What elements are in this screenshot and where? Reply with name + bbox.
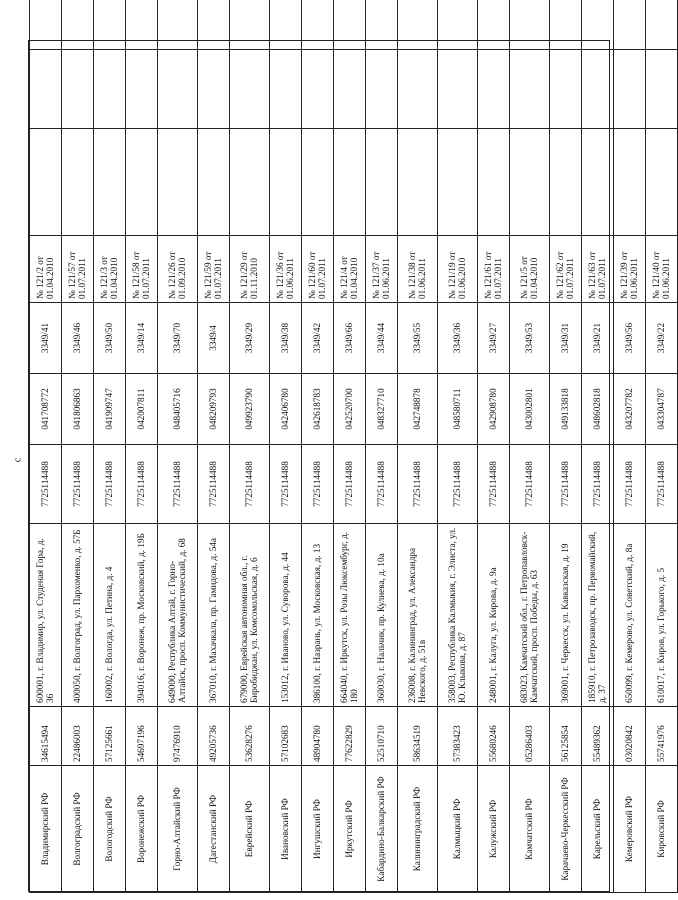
address-cell: 386100, г. Назрань, ул. Московская, д. 13 bbox=[302, 524, 334, 707]
inn-cell: 7725114488 bbox=[230, 445, 270, 524]
order-cell: № 121/58 от 01.07.2011 bbox=[126, 236, 158, 303]
table-row bbox=[126, 0, 158, 893]
empty-cell bbox=[30, 50, 62, 129]
code-cell: 3349/31 bbox=[550, 303, 582, 374]
code-cell: 3349/21 bbox=[582, 303, 614, 374]
ogrn-cell: 042618783 bbox=[302, 374, 334, 445]
okpo-cell: 48904780 bbox=[302, 707, 334, 766]
empty-cell bbox=[334, 129, 366, 236]
ogrn-cell: 042520700 bbox=[334, 374, 366, 445]
empty-cell bbox=[510, 129, 550, 236]
ogrn-cell: 048405716 bbox=[158, 374, 198, 445]
inn-cell: 7725114488 bbox=[302, 445, 334, 524]
order-cell: № 121/40 от 01.06.2011 bbox=[646, 236, 678, 303]
empty-cell bbox=[62, 50, 94, 129]
empty-cell bbox=[478, 50, 510, 129]
region-cell: Ингушский РФ bbox=[302, 766, 334, 893]
table-row bbox=[30, 0, 62, 893]
ogrn-cell: 043002801 bbox=[510, 374, 550, 445]
region-cell: Горно-Алтайский РФ bbox=[158, 766, 198, 893]
code-cell: 3349/27 bbox=[478, 303, 510, 374]
address-cell: 610017, г. Киров, ул. Горького, д. 5 bbox=[646, 524, 678, 707]
empty-cell bbox=[614, 50, 646, 129]
code-cell: 3349/56 bbox=[614, 303, 646, 374]
okpo-cell: 58634519 bbox=[398, 707, 438, 766]
ogrn-cell: 043207782 bbox=[614, 374, 646, 445]
address-cell: 400050, г. Волгоград, ул. Пархоменко, д. 57Б bbox=[62, 524, 94, 707]
table-row bbox=[62, 0, 94, 893]
empty-cell bbox=[438, 50, 478, 129]
inn-cell: 7725114488 bbox=[270, 445, 302, 524]
empty-cell bbox=[398, 129, 438, 236]
inn-cell: 7725114488 bbox=[550, 445, 582, 524]
code-cell: 3349/36 bbox=[438, 303, 478, 374]
rotated-table-container bbox=[29, 41, 671, 893]
inn-cell: 7725114488 bbox=[94, 445, 126, 524]
empty-cell bbox=[366, 129, 398, 236]
code-cell: 3349/53 bbox=[510, 303, 550, 374]
page-number: c bbox=[12, 457, 24, 463]
table-row bbox=[94, 0, 126, 893]
empty-cell bbox=[126, 50, 158, 129]
order-cell: № 121/29 от 01.11.2010 bbox=[230, 236, 270, 303]
order-cell: № 121/38 от 01.06.2011 bbox=[398, 236, 438, 303]
inn-cell: 7725114488 bbox=[510, 445, 550, 524]
ogrn-cell: 041708772 bbox=[30, 374, 62, 445]
okpo-cell: 55741976 bbox=[646, 707, 678, 766]
table-row bbox=[550, 0, 582, 893]
empty-cell bbox=[302, 0, 334, 50]
table-row bbox=[646, 0, 678, 893]
empty-cell bbox=[582, 0, 614, 50]
order-cell: № 121/5 от 01.04.2010 bbox=[510, 236, 550, 303]
order-cell: № 121/2 от 01.04.2010 bbox=[30, 236, 62, 303]
empty-cell bbox=[94, 129, 126, 236]
empty-cell bbox=[30, 0, 62, 50]
okpo-cell: 56125854 bbox=[550, 707, 582, 766]
order-cell: № 121/60 от 01.07.2011 bbox=[302, 236, 334, 303]
empty-cell bbox=[510, 0, 550, 50]
order-cell: № 121/59 от 01.07.2011 bbox=[198, 236, 230, 303]
registry-body bbox=[30, 0, 678, 893]
empty-cell bbox=[158, 129, 198, 236]
table-row bbox=[158, 0, 198, 893]
empty-cell bbox=[126, 0, 158, 50]
order-cell: № 121/3 от 01.04.2010 bbox=[94, 236, 126, 303]
address-cell: 236008, г. Калининград, ул. Александра Невского, д. 51в bbox=[398, 524, 438, 707]
address-cell: 683023, Камчатский обл., г. Петропавловск-Камчатский, просп. Победы, д. 63 bbox=[510, 524, 550, 707]
region-cell: Кировский РФ bbox=[646, 766, 678, 893]
empty-cell bbox=[366, 50, 398, 129]
empty-cell bbox=[62, 129, 94, 236]
region-cell: Волгоградский РФ bbox=[62, 766, 94, 893]
okpo-cell: 22486003 bbox=[62, 707, 94, 766]
code-cell: 3349/41 bbox=[30, 303, 62, 374]
okpo-cell: 55680246 bbox=[478, 707, 510, 766]
empty-cell bbox=[198, 50, 230, 129]
okpo-cell: 49205736 bbox=[198, 707, 230, 766]
region-cell: Карачаево-Черкесский РФ bbox=[550, 766, 582, 893]
branch-registry-table bbox=[29, 0, 678, 893]
empty-cell bbox=[30, 129, 62, 236]
code-cell: 3349/14 bbox=[126, 303, 158, 374]
empty-cell bbox=[646, 50, 678, 129]
address-cell: 679000, Еврейская автономная обл., г. Биробиджан, ул. Комсомольская, д. 6 bbox=[230, 524, 270, 707]
ogrn-cell: 042908780 bbox=[478, 374, 510, 445]
code-cell: 3349/44 bbox=[366, 303, 398, 374]
okpo-cell: 54697196 bbox=[126, 707, 158, 766]
ogrn-cell: 041909747 bbox=[94, 374, 126, 445]
region-cell: Карельский РФ bbox=[582, 766, 614, 893]
empty-cell bbox=[582, 50, 614, 129]
region-cell: Кабардино-Балкарский РФ bbox=[366, 766, 398, 893]
okpo-cell: 57383423 bbox=[438, 707, 478, 766]
empty-cell bbox=[550, 50, 582, 129]
region-cell: Еврейский РФ bbox=[230, 766, 270, 893]
code-cell: 3349/70 bbox=[158, 303, 198, 374]
ogrn-cell: 049133818 bbox=[550, 374, 582, 445]
okpo-cell: 55489362 bbox=[582, 707, 614, 766]
table-row bbox=[398, 0, 438, 893]
empty-cell bbox=[438, 129, 478, 236]
code-cell: 3349/46 bbox=[62, 303, 94, 374]
ogrn-cell: 043304787 bbox=[646, 374, 678, 445]
empty-cell bbox=[438, 0, 478, 50]
okpo-cell: 57102683 bbox=[270, 707, 302, 766]
okpo-cell: 52510710 bbox=[366, 707, 398, 766]
order-cell: № 121/62 от 01.07.2011 bbox=[550, 236, 582, 303]
inn-cell: 7725114488 bbox=[198, 445, 230, 524]
inn-cell: 7725114488 bbox=[158, 445, 198, 524]
ogrn-cell: 042406780 bbox=[270, 374, 302, 445]
address-cell: 185910, г. Петрозаводск, пр. Первомайский, д. 37 bbox=[582, 524, 614, 707]
empty-cell bbox=[478, 0, 510, 50]
empty-cell bbox=[198, 0, 230, 50]
empty-cell bbox=[550, 0, 582, 50]
address-cell: 153012, г. Иваново, ул. Суворова, д. 44 bbox=[270, 524, 302, 707]
empty-cell bbox=[550, 129, 582, 236]
table-row bbox=[302, 0, 334, 893]
address-cell: 394016, г. Воронеж, пр. Московский, д. 19Б bbox=[126, 524, 158, 707]
order-cell: № 121/4 от 01.04.2010 bbox=[334, 236, 366, 303]
empty-cell bbox=[614, 129, 646, 236]
ogrn-cell: 042748878 bbox=[398, 374, 438, 445]
empty-cell bbox=[230, 129, 270, 236]
code-cell: 3349/50 bbox=[94, 303, 126, 374]
empty-cell bbox=[614, 0, 646, 50]
empty-cell bbox=[302, 129, 334, 236]
empty-cell bbox=[334, 0, 366, 50]
inn-cell: 7725114488 bbox=[438, 445, 478, 524]
okpo-cell: 77622829 bbox=[334, 707, 366, 766]
ogrn-cell: 041806863 bbox=[62, 374, 94, 445]
empty-cell bbox=[230, 50, 270, 129]
empty-cell bbox=[478, 129, 510, 236]
address-cell: 358003, Республика Калмыкия, г. Элиста, ул. Ю. Клыкова, д. 87 bbox=[438, 524, 478, 707]
empty-cell bbox=[510, 50, 550, 129]
table-row bbox=[366, 0, 398, 893]
inn-cell: 7725114488 bbox=[646, 445, 678, 524]
address-cell: 649000, Республика Алтай, г. Горно-Алтайск, просп. Коммунистический, д. 68 bbox=[158, 524, 198, 707]
empty-cell bbox=[270, 129, 302, 236]
inn-cell: 7725114488 bbox=[62, 445, 94, 524]
code-cell: 3349/42 bbox=[302, 303, 334, 374]
code-cell: 3349/22 bbox=[646, 303, 678, 374]
region-cell: Калужский РФ bbox=[478, 766, 510, 893]
inn-cell: 7725114488 bbox=[582, 445, 614, 524]
empty-cell bbox=[62, 0, 94, 50]
address-cell: 367010, г. Махачкала, пр. Гамидова, д. 54а bbox=[198, 524, 230, 707]
table-row bbox=[334, 0, 366, 893]
empty-cell bbox=[270, 0, 302, 50]
table-row bbox=[438, 0, 478, 893]
empty-cell bbox=[158, 50, 198, 129]
inn-cell: 7725114488 bbox=[366, 445, 398, 524]
code-cell: 3349/55 bbox=[398, 303, 438, 374]
inn-cell: 7725114488 bbox=[614, 445, 646, 524]
order-cell: № 121/61 от 01.07.2011 bbox=[478, 236, 510, 303]
empty-cell bbox=[646, 0, 678, 50]
okpo-cell: 05286403 bbox=[510, 707, 550, 766]
empty-cell bbox=[398, 50, 438, 129]
code-cell: 3349/4 bbox=[198, 303, 230, 374]
empty-cell bbox=[126, 129, 158, 236]
order-cell: № 121/63 от 01.07.2011 bbox=[582, 236, 614, 303]
table-row bbox=[510, 0, 550, 893]
address-cell: 369001, г. Черкесск, ул. Кавказская, д. 19 bbox=[550, 524, 582, 707]
rotated-table-frame bbox=[28, 40, 671, 892]
okpo-cell: 03020842 bbox=[614, 707, 646, 766]
ogrn-cell: 048327710 bbox=[366, 374, 398, 445]
ogrn-cell: 048602818 bbox=[582, 374, 614, 445]
address-cell: 600001, г. Владимир, ул. Студеная Гора, д. 36 bbox=[30, 524, 62, 707]
region-cell: Вологодский РФ bbox=[94, 766, 126, 893]
empty-cell bbox=[230, 0, 270, 50]
empty-cell bbox=[334, 50, 366, 129]
order-cell: № 121/19 от 01.06.2010 bbox=[438, 236, 478, 303]
table-row bbox=[582, 0, 614, 893]
inn-cell: 7725114488 bbox=[478, 445, 510, 524]
region-cell: Кемеровский РФ bbox=[614, 766, 646, 893]
ogrn-cell: 042007811 bbox=[126, 374, 158, 445]
inn-cell: 7725114488 bbox=[398, 445, 438, 524]
empty-cell bbox=[158, 0, 198, 50]
address-cell: 248001, г. Калуга, ул. Кирова, д. 9а bbox=[478, 524, 510, 707]
empty-cell bbox=[270, 50, 302, 129]
empty-cell bbox=[94, 0, 126, 50]
empty-cell bbox=[302, 50, 334, 129]
empty-cell bbox=[198, 129, 230, 236]
address-cell: 650099, г. Кемерово, ул. Советский, д. 8а bbox=[614, 524, 646, 707]
empty-cell bbox=[582, 129, 614, 236]
okpo-cell: 97476910 bbox=[158, 707, 198, 766]
address-cell: 160002, г. Вологда, ул. Петина, д. 4 bbox=[94, 524, 126, 707]
order-cell: № 121/36 от 01.06.2011 bbox=[270, 236, 302, 303]
code-cell: 3349/29 bbox=[230, 303, 270, 374]
inn-cell: 7725114488 bbox=[126, 445, 158, 524]
empty-cell bbox=[94, 50, 126, 129]
code-cell: 3349/38 bbox=[270, 303, 302, 374]
region-cell: Владимирский РФ bbox=[30, 766, 62, 893]
region-cell: Иркутский РФ bbox=[334, 766, 366, 893]
ogrn-cell: 048580711 bbox=[438, 374, 478, 445]
table-row bbox=[198, 0, 230, 893]
order-cell: № 121/26 от 01.09.2010 bbox=[158, 236, 198, 303]
code-cell: 3349/66 bbox=[334, 303, 366, 374]
region-cell: Воронежский РФ bbox=[126, 766, 158, 893]
order-cell: № 121/57 от 01.07.2011 bbox=[62, 236, 94, 303]
region-cell: Камчатский РФ bbox=[510, 766, 550, 893]
inn-cell: 7725114488 bbox=[30, 445, 62, 524]
ogrn-cell: 049923790 bbox=[230, 374, 270, 445]
region-cell: Калининградский РФ bbox=[398, 766, 438, 893]
region-cell: Калмыцкий РФ bbox=[438, 766, 478, 893]
okpo-cell: 57125661 bbox=[94, 707, 126, 766]
table-row bbox=[614, 0, 646, 893]
region-cell: Дагестанский РФ bbox=[198, 766, 230, 893]
empty-cell bbox=[366, 0, 398, 50]
address-cell: 360030, г. Нальчик, пр. Кулиева, д. 10а bbox=[366, 524, 398, 707]
empty-cell bbox=[646, 129, 678, 236]
okpo-cell: 34615494 bbox=[30, 707, 62, 766]
okpo-cell: 53628276 bbox=[230, 707, 270, 766]
ogrn-cell: 048209793 bbox=[198, 374, 230, 445]
order-cell: № 121/39 от 01.06.2011 bbox=[614, 236, 646, 303]
order-cell: № 121/37 от 01.06.2011 bbox=[366, 236, 398, 303]
table-row bbox=[270, 0, 302, 893]
empty-cell bbox=[398, 0, 438, 50]
region-cell: Ивановский РФ bbox=[270, 766, 302, 893]
inn-cell: 7725114488 bbox=[334, 445, 366, 524]
table-row bbox=[478, 0, 510, 893]
address-cell: 664040, г. Иркутск, ул. Розы Люксембург, д. 180 bbox=[334, 524, 366, 707]
table-row bbox=[230, 0, 270, 893]
